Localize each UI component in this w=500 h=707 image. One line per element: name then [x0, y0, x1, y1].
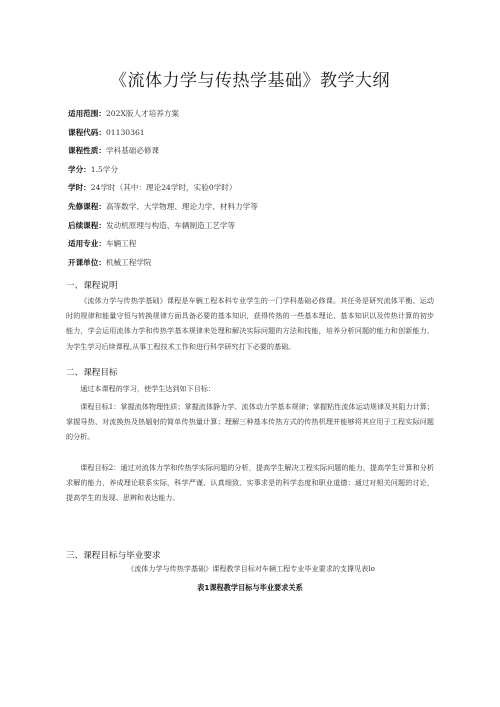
meta-row-credits [68, 161, 448, 180]
section-heading-course-description: 一、课程说明 [66, 281, 118, 291]
meta-key: 课程性质： [68, 146, 106, 156]
meta-row-prerequisites [68, 198, 448, 217]
meta-key: 适用范围： [68, 109, 106, 118]
meta-row-nature [68, 142, 448, 161]
meta-key: 学分： [68, 164, 91, 174]
meta-key: 学时： [68, 183, 91, 193]
meta-value: 车辆工程 [105, 239, 137, 249]
course-description-paragraph: 《流体力学与传热学基础》课程是车辆工程本科专业学生的一门学科基础必修课。其任务是研究流体平衡、运动时的规律和能量守恒与转换规律方面具备必要的基本知识，获得传热的一些基本理论、基本知识以及传热计算的初步能力，学会运用流体力学和传热学基本规律来处理和解决实际问题的方法和技能，培养分析问题的能力和创新能力，为学生学习后续课程,从事工程技术工作和进行科学研究打下必要的基础。 [66, 296, 434, 351]
course-goal-1: 课程目标1：掌握流体物理性质；掌握流体静力学、流体动力学基本规律；掌握粘性流体运动规律及其阻力计算；掌握导热、对流换热及热辐射的简单传热量计算；理解三种基本传热方式的传热机理并能够将其应用于工程实际问题的分析。 [66, 402, 434, 442]
meta-row-department [68, 254, 448, 273]
meta-key: 课程代码： [68, 127, 106, 137]
support-table-reference: 《流体力学与传热学基础》课程教学目标对车辆工程专业毕业要求的支撑见表lo [127, 564, 375, 573]
meta-value: 机械工程学院 [105, 257, 152, 267]
meta-key: 后续课程： [68, 220, 106, 230]
section-heading-course-goals: 二、课程目标 [66, 368, 118, 378]
meta-row-scope [68, 105, 448, 124]
meta-key: 先修课程： [68, 201, 106, 211]
meta-row-followups [68, 217, 448, 236]
meta-key: 适用专业： [68, 239, 106, 249]
section-heading-goals-requirements: 三、课程目标与毕业要求 [66, 551, 161, 561]
meta-value: 学科基础必修课 [105, 146, 160, 156]
meta-value: 24学时（其中：理论24学时，实验0学时） [90, 183, 237, 193]
meta-value: 01130361 [105, 127, 145, 137]
meta-row-code [68, 124, 448, 143]
meta-value: 高等数学、大学物理、理论力学、材料力学等 [105, 201, 258, 211]
meta-row-major [68, 235, 448, 254]
meta-value: 202X版人才培养方案 [105, 109, 180, 118]
table-caption: 表1课程教学目标与毕业要求关系 [197, 583, 303, 592]
course-goals-intro: 通过本课程的学习，使学生达到如下目标： [80, 384, 215, 393]
meta-value: 1.5学分 [90, 164, 119, 174]
course-meta-list [68, 105, 448, 272]
meta-value: 发动机原理与构造、车辆制造工艺学等 [105, 220, 236, 230]
document-title: 《流体力学与传热学基础》教学大纲 [110, 71, 390, 91]
meta-key: 开课单位： [68, 257, 106, 267]
meta-row-hours [68, 179, 448, 198]
course-goal-2: 课程目标2：通过对流体力学和传热学实际问题的分析，提高学生解决工程实际问题的能力，提高学生计算和分析求解的能力，养成理论联系实际，科学严谨、认真细致、实事求是的科学态度和职业道德；通过对相关问题的讨论，提高学生的发现、思辨和表达能力。 [66, 463, 434, 503]
